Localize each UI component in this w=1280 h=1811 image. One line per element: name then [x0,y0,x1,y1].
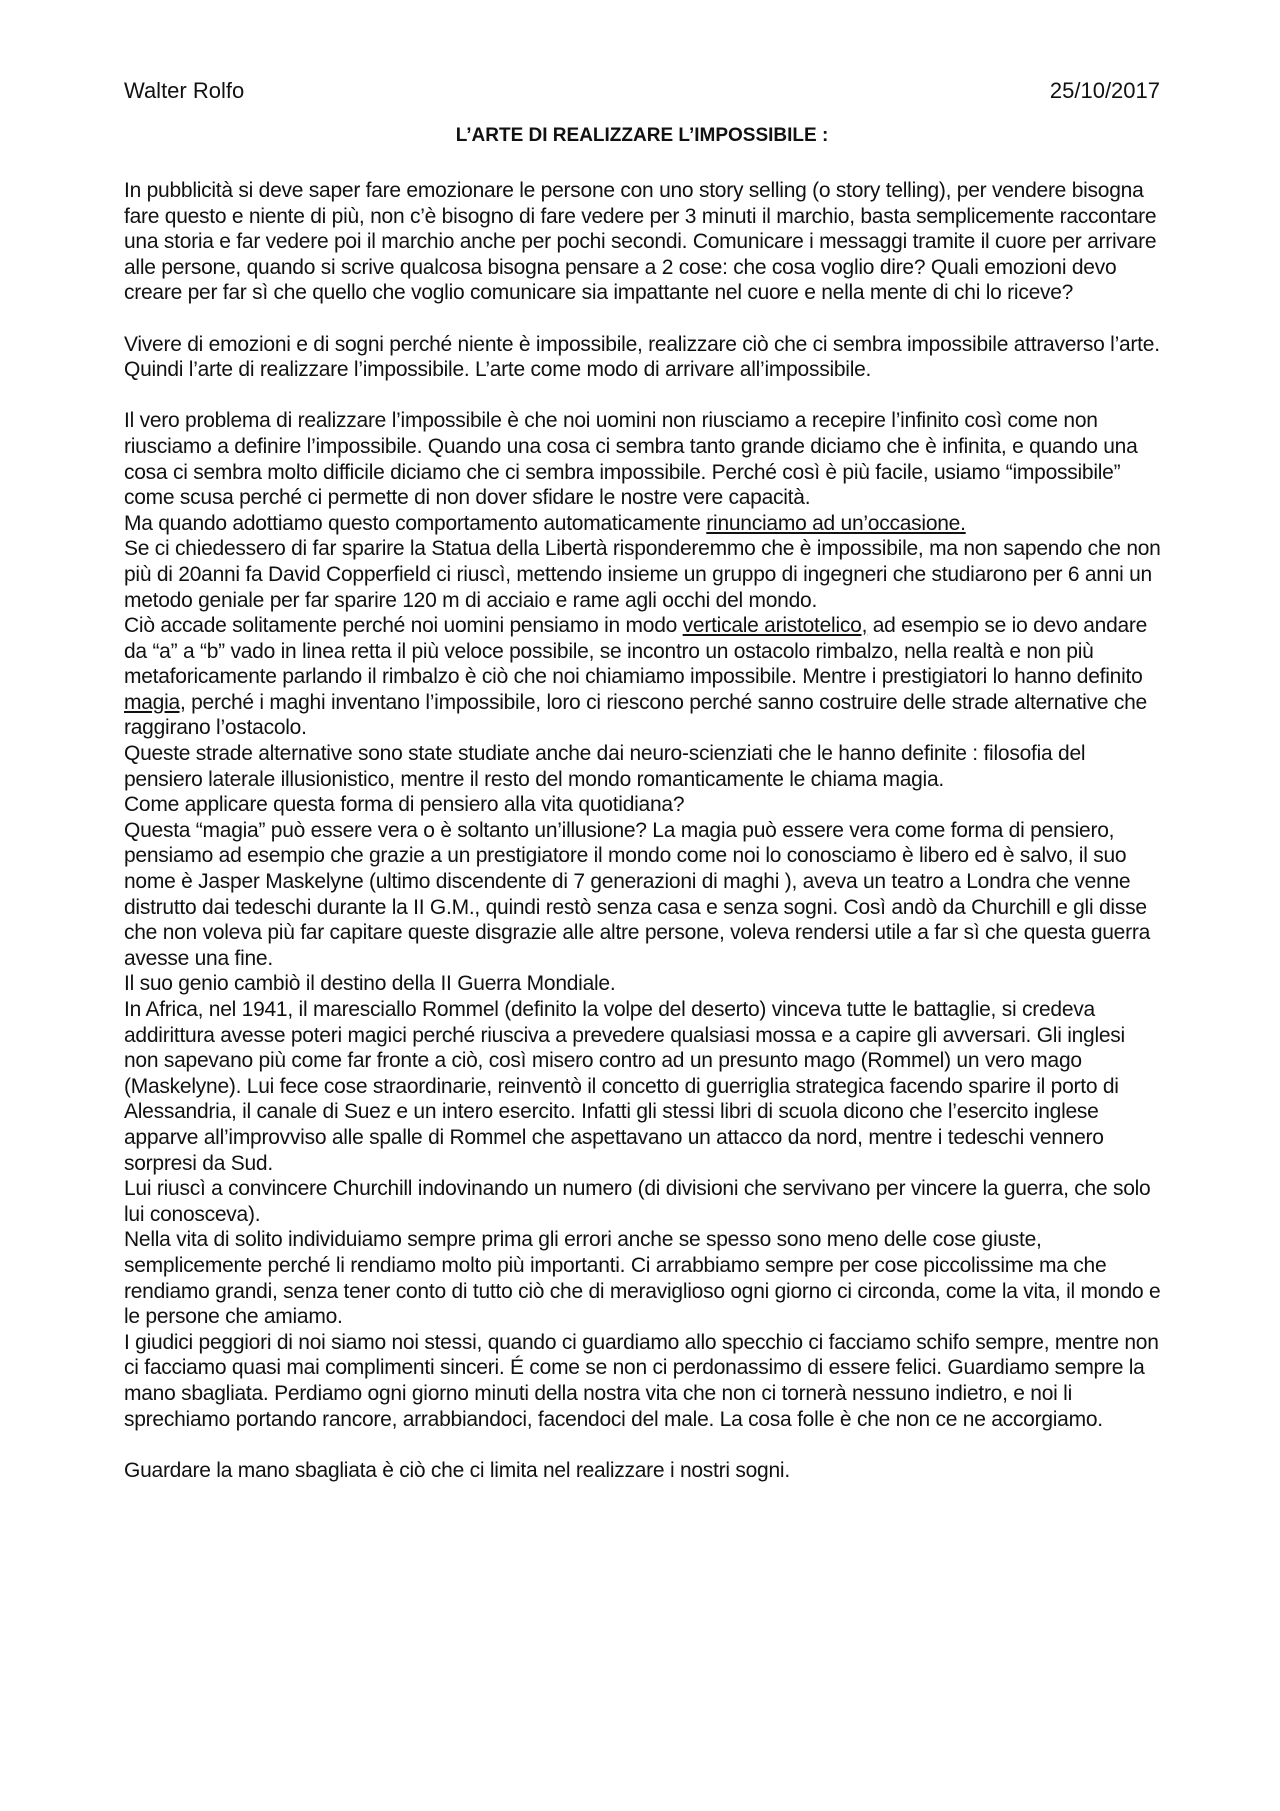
text-run: perché i maghi inventano l’impossibile, loro ci riescono perché sanno costruire delle strade alternative che raggirano l’ostacolo. [124,690,1147,740]
paragraph-rommel: In Africa, nel 1941, il maresciallo Rommel (definito la volpe del deserto) vinceva tutte le battaglie, si credeva addirittura avesse poteri magici perché riusciva a prevedere qualsiasi mossa e a capire gli avversari. Gli inglesi non sapevano più come far fronte a ciò, così misero contro ad un presunto mago (Rommel) un vero mago (Maskelyne). Lui fece cose straordinarie, reinventò il concetto di guerriglia strategica facendo sparire il porto di Alessandria, il canale di Suez e un intero esercito. Infatti gli stessi libri di scuola dicono che l’esercito inglese apparve all’improvviso alle spalle di Rommel che aspettavano un attacco da nord, mentre i tedeschi vennero sorpresi da Sud. [124,998,1125,1175]
paragraph-lateral-thinking: Queste strade alternative sono state studiate anche dai neuro-scienziati che le hanno definite : filosofia del pensiero laterale illusionistico, mentre il resto del mondo romanticamente le chiama magia. [124,742,1086,791]
underlined-text: rinunciamo ad un’occasione. [706,511,966,535]
underlined-text: magia, [124,690,186,714]
text-run: Ma quando adottiamo questo comportamento automaticamente [124,511,707,535]
underlined-text: verticale aristotelico, [682,614,868,638]
text-run: Ciò accade solitamente perché noi uomini pensiamo in modo [124,614,683,638]
paragraph-question: Come applicare questa forma di pensiero alla vita quotidiana? [124,793,685,817]
paragraph-spacer [124,1432,1164,1458]
paragraph-spacer [124,383,1164,409]
document-title: L’ARTE DI REALIZZARE L’IMPOSSIBILE : [455,125,829,146]
paragraph-occasion [124,511,1164,537]
paragraph-infinite: Il vero problema di realizzare l’impossibile è che noi uomini non riusciamo a recepire l’infinito così come non riusciamo a definire l’impossibile. Quando una cosa ci sembra tanto grande diciamo che è infinita, e quando una cosa ci sembra molto difficile diciamo che ci sembra impossibile. Perché così è più facile, usiamo “impossibile” come scusa perché ci permette di non dover sfidare le nostre vere capacità. [124,409,1138,510]
paragraph-errors: Nella vita di solito individuiamo sempre prima gli errori anche se spesso sono meno delle cose giuste, semplicemente perché li rendiamo molto più importanti. Ci arrabbiamo sempre per cose piccolissime ma che rendiamo grandi, senza tener conto di tutto ciò che di meraviglioso ogni giorno ci circonda, come la vita, il mondo e le persone che amiamo. [124,1228,1161,1329]
text-run: ad esempio se io devo andare da “a” a “b” vado in linea retta il più veloce possibile, se incontro un ostacolo rimbalzo, nella realtà e non più metaforicamente parlando il rimbalzo è ciò che noi chiamiamo impossibile. Mentre i prestigiatori lo hanno definito [124,614,1148,689]
document-body [124,178,1164,1483]
author-name: Walter Rolfo [124,78,245,103]
paragraph-genius: Il suo genio cambiò il destino della II Guerra Mondiale. [124,972,616,996]
paragraph-advertising: In pubblicità si deve saper fare emozionare le persone con uno story selling (o story telling), per vendere bisogna fare questo e niente di più, non c’è bisogno di fare vedere per 3 minuti il marchio, basta semplicemente raccontare una storia e far vedere poi il marchio anche per pochi secondi. Comunicare i messaggi tramite il cuore per arrivare alle persone, quando si scrive qualcosa bisogna pensare a 2 cose: che cosa voglio dire? Quali emozioni devo creare per far sì che quello che voglio comunicare sia impattante nel cuore e nella mente di chi lo riceve? [124,179,1157,305]
paragraph-judges: I giudici peggiori di noi siamo noi stessi, quando ci guardiamo allo specchio ci facciamo schifo sempre, mentre non ci facciamo quasi mai complimenti sinceri. É come se non ci perdonassimo di essere felici. Guardiamo sempre la mano sbagliata. Perdiamo ogni giorno minuti della nostra vita che non ci tornerà nessuno indietro, e noi li sprechiamo portando rancore, arrabbiandoci, facendoci del male. La cosa folle è che non ce ne accorgiamo. [124,1330,1159,1431]
document-header [124,78,1160,110]
paragraph-statue-of-liberty: Se ci chiedessero di far sparire la Statua della Libertà risponderemmo che è impossibile, ma non sapendo che non più di 20anni fa David Copperfield ci riuscì, mettendo insieme un gruppo di ingegneri che studiarono per 6 anni un metodo geniale per far sparire 120 m di acciaio e rame agli occhi del mondo. [124,537,1161,612]
paragraph-churchill: Lui riuscì a convincere Churchill indovinando un numero (di divisioni che servivano per vincere la guerra, che solo lui conosceva). [124,1177,1151,1226]
paragraph-vertical-thinking [124,613,1164,741]
paragraph-emotions: Vivere di emozioni e di sogni perché niente è impossibile, realizzare ciò che ci sembra impossibile attraverso l’arte. Quindi l’arte di realizzare l’impossibile. L’arte come modo di arrivare all’impossibile. [124,332,1160,382]
document-date: 25/10/2017 [1049,78,1160,103]
paragraph-maskelyne: Questa “magia” può essere vera o è soltanto un’illusione? La magia può essere vera come forma di pensiero, pensiamo ad esempio che grazie a un prestigiatore il mondo come noi lo conosciamo è libero ed è salvo, il suo nome è Jasper Maskelyne (ultimo discendente di 7 generazioni di maghi ), aveva un teatro a Londra che venne distrutto dai tedeschi durante la II G.M., quindi restò senza casa e senza sogni. Così andò da Churchill e gli disse che non voleva più far capitare queste disgrazie alle altre persone, voleva rendersi utile a far sì che questa guerra avesse una fine. [124,818,1151,970]
paragraph-conclusion: Guardare la mano sbagliata è ciò che ci limita nel realizzare i nostri sogni. [124,1458,790,1482]
paragraph-spacer [124,306,1164,332]
